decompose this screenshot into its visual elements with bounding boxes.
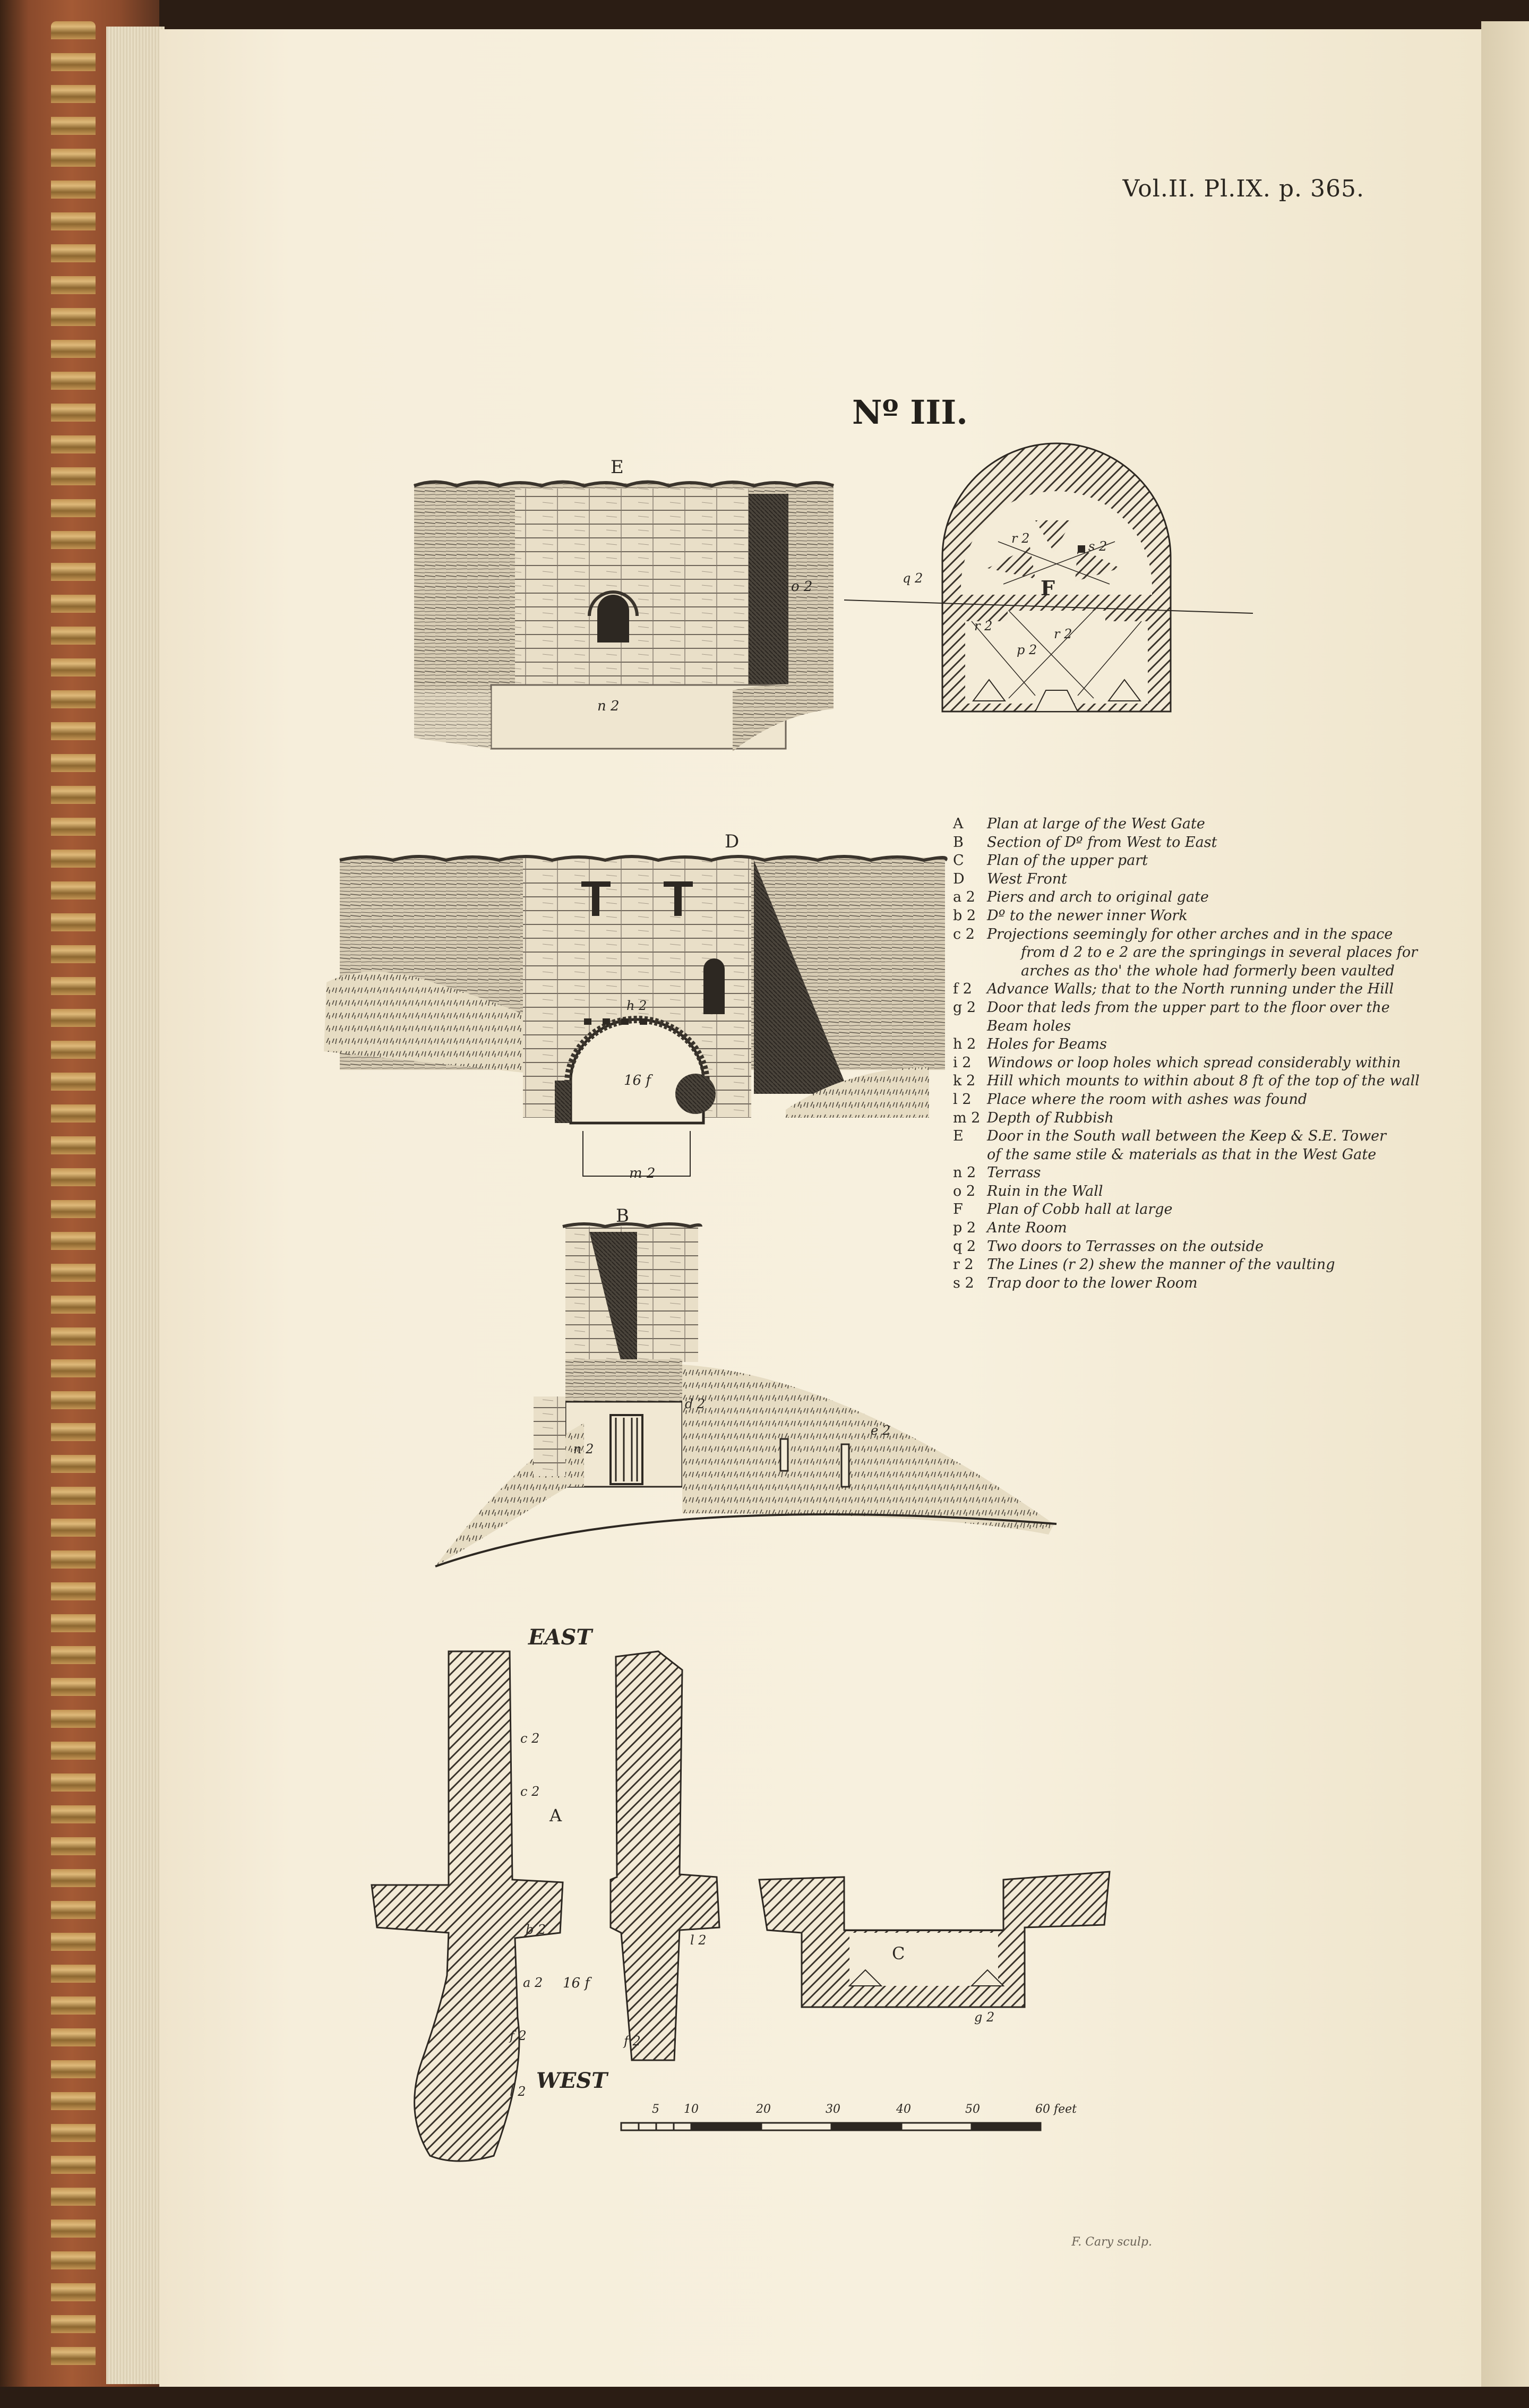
label-c2-a1: c 2 bbox=[520, 1731, 540, 1746]
legend-row bbox=[953, 870, 1484, 889]
label-n2-b: n 2 bbox=[573, 1442, 594, 1456]
figure-a-letter: A bbox=[549, 1805, 562, 1826]
legend-key: E bbox=[953, 1128, 964, 1145]
scale-tick-40: 40 bbox=[896, 2103, 911, 2116]
legend-text: Section of Dº from West to East bbox=[987, 834, 1217, 851]
legend-row bbox=[953, 999, 1484, 1017]
legend-row bbox=[953, 815, 1484, 834]
label-d2: d 2 bbox=[685, 1396, 706, 1411]
figure-e-letter: E bbox=[611, 457, 624, 478]
legend-key: i 2 bbox=[953, 1054, 972, 1071]
figure-e-door-elevation bbox=[414, 482, 834, 752]
legend-row bbox=[953, 944, 1484, 962]
legend-text: West Front bbox=[987, 870, 1067, 887]
legend-text: Door in the South wall between the Keep & S.E. Tower bbox=[987, 1128, 1387, 1145]
legend-text: arches as tho' the whole had formerly been vaulted bbox=[1021, 962, 1395, 979]
label-16f-a: 16 f bbox=[563, 1975, 590, 1991]
legend-row bbox=[953, 1017, 1484, 1036]
legend-row bbox=[953, 834, 1484, 852]
legend-text: Hill which mounts to within about 8 ft of the top of the wall bbox=[987, 1073, 1420, 1090]
label-16f-d: 16 f bbox=[624, 1073, 651, 1089]
legend-row bbox=[953, 1219, 1484, 1238]
label-b2: b 2 bbox=[526, 1922, 546, 1937]
figure-d-letter: D bbox=[725, 831, 740, 852]
label-r2-f3: r 2 bbox=[1054, 627, 1072, 641]
legend-row bbox=[953, 1035, 1484, 1054]
legend-text: Beam holes bbox=[987, 1017, 1071, 1034]
legend-key: g 2 bbox=[953, 999, 976, 1016]
legend-row bbox=[953, 1072, 1484, 1091]
scale-tick-50: 50 bbox=[965, 2103, 980, 2116]
legend-text: Holes for Beams bbox=[987, 1036, 1107, 1053]
legend-text: Projections seemingly for other arches and in the space bbox=[987, 926, 1393, 942]
legend-text: Door that leds from the upper part to the floor over the bbox=[987, 999, 1390, 1016]
legend-key: D bbox=[953, 870, 965, 887]
east-label: EAST bbox=[528, 1625, 592, 1650]
legend-text: Ante Room bbox=[987, 1220, 1067, 1237]
legend-text: Piers and arch to original gate bbox=[987, 889, 1209, 906]
figure-c-plan bbox=[759, 1872, 1110, 2007]
legend-row bbox=[953, 1201, 1484, 1219]
legend-key: s 2 bbox=[953, 1274, 974, 1291]
legend-key: B bbox=[953, 834, 964, 851]
engraver-credit: F. Cary sculp. bbox=[1071, 2235, 1152, 2249]
legend-text: Terrass bbox=[987, 1164, 1041, 1181]
label-q2: q 2 bbox=[903, 571, 923, 586]
legend-text: The Lines (r 2) shew the manner of the vaulting bbox=[987, 1256, 1335, 1273]
label-f2-a: f 2 bbox=[510, 2028, 527, 2043]
legend-key bbox=[953, 962, 987, 981]
legend-key: c 2 bbox=[953, 926, 975, 942]
figure-d-west-front bbox=[324, 856, 946, 1176]
label-m2: m 2 bbox=[629, 1166, 656, 1181]
legend-row bbox=[953, 1054, 1484, 1073]
legend-key: r 2 bbox=[953, 1256, 974, 1273]
legend-key: m 2 bbox=[953, 1109, 981, 1126]
scale-tick-30: 30 bbox=[826, 2103, 840, 2116]
legend-row bbox=[953, 1091, 1484, 1109]
label-f2-a2: f 2 bbox=[624, 2034, 641, 2049]
west-label: WEST bbox=[536, 2068, 608, 2093]
legend-key: F bbox=[953, 1201, 963, 1218]
scale-tick-5: 5 bbox=[652, 2103, 659, 2116]
legend bbox=[953, 815, 1484, 1292]
legend-row bbox=[953, 1164, 1484, 1182]
legend-text: Place where the room with ashes was found bbox=[987, 1091, 1308, 1108]
legend-row bbox=[953, 907, 1484, 926]
legend-row bbox=[953, 1256, 1484, 1274]
legend-row bbox=[953, 1146, 1484, 1164]
legend-row bbox=[953, 888, 1484, 907]
legend-key: h 2 bbox=[953, 1036, 976, 1053]
label-h2: h 2 bbox=[626, 998, 647, 1013]
label-c2-a2: c 2 bbox=[520, 1784, 540, 1799]
legend-row bbox=[953, 962, 1484, 981]
legend-text: Depth of Rubbish bbox=[987, 1109, 1114, 1126]
legend-key: l 2 bbox=[953, 1091, 972, 1108]
legend-text: of the same stile & materials as that in the West Gate bbox=[987, 1146, 1377, 1163]
scale-tick-20: 20 bbox=[756, 2103, 771, 2116]
legend-key: q 2 bbox=[953, 1238, 976, 1255]
label-g2: g 2 bbox=[974, 2010, 995, 2025]
scale-tick-60: 60 feet bbox=[1035, 2103, 1077, 2116]
legend-key bbox=[953, 1146, 987, 1164]
legend-text: Two doors to Terrasses on the outside bbox=[987, 1238, 1264, 1255]
label-l2-a2: l 2 bbox=[690, 1933, 707, 1948]
figure-b-letter: B bbox=[616, 1205, 629, 1227]
legend-text: Windows or loop holes which spread considerably within bbox=[987, 1054, 1401, 1071]
legend-text: from d 2 to e 2 are the springings in several places for bbox=[1021, 944, 1418, 961]
label-p2: p 2 bbox=[1017, 642, 1037, 657]
label-n2-e: n 2 bbox=[597, 698, 620, 714]
legend-row bbox=[953, 852, 1484, 870]
legend-row bbox=[953, 1109, 1484, 1128]
label-r2-f1: r 2 bbox=[1011, 531, 1030, 546]
legend-key: k 2 bbox=[953, 1073, 976, 1090]
scale-bar bbox=[621, 2123, 1041, 2130]
scale-tick-10: 10 bbox=[684, 2103, 699, 2116]
legend-key: b 2 bbox=[953, 907, 976, 924]
legend-row bbox=[953, 1238, 1484, 1256]
legend-text: Plan of Cobb hall at large bbox=[987, 1201, 1173, 1218]
legend-key: A bbox=[953, 816, 964, 832]
legend-key bbox=[953, 944, 987, 962]
legend-row bbox=[953, 1182, 1484, 1201]
legend-key: p 2 bbox=[953, 1220, 976, 1237]
legend-text: Ruin in the Wall bbox=[987, 1182, 1103, 1199]
label-s2: s 2 bbox=[1088, 539, 1107, 554]
figure-f-letter: F bbox=[1041, 576, 1055, 600]
legend-row bbox=[953, 980, 1484, 999]
legend-key: o 2 bbox=[953, 1182, 976, 1199]
legend-text: Trap door to the lower Room bbox=[987, 1274, 1198, 1291]
label-l2-a: l 2 bbox=[510, 2084, 526, 2099]
label-r2-f2: r 2 bbox=[974, 619, 993, 633]
legend-key bbox=[953, 1017, 987, 1036]
label-a2: a 2 bbox=[523, 1975, 543, 1990]
legend-key: a 2 bbox=[953, 889, 975, 906]
legend-text: Dº to the newer inner Work bbox=[987, 907, 1188, 924]
legend-row bbox=[953, 926, 1484, 944]
legend-key: C bbox=[953, 852, 964, 869]
legend-key: n 2 bbox=[953, 1164, 976, 1181]
legend-text: Plan at large of the West Gate bbox=[987, 816, 1205, 832]
figure-c-letter: C bbox=[892, 1943, 905, 1964]
label-e2: e 2 bbox=[871, 1423, 891, 1438]
legend-text: Advance Walls; that to the North running under the Hill bbox=[987, 981, 1394, 998]
legend-row bbox=[953, 1127, 1484, 1146]
legend-key: f 2 bbox=[953, 981, 972, 998]
legend-text: Plan of the upper part bbox=[987, 852, 1148, 869]
plate-number: Nº III. bbox=[852, 393, 968, 432]
legend-row bbox=[953, 1274, 1484, 1293]
plate-reference: Vol.II. Pl.IX. p. 365. bbox=[1122, 175, 1364, 202]
label-o2: o 2 bbox=[791, 579, 813, 595]
